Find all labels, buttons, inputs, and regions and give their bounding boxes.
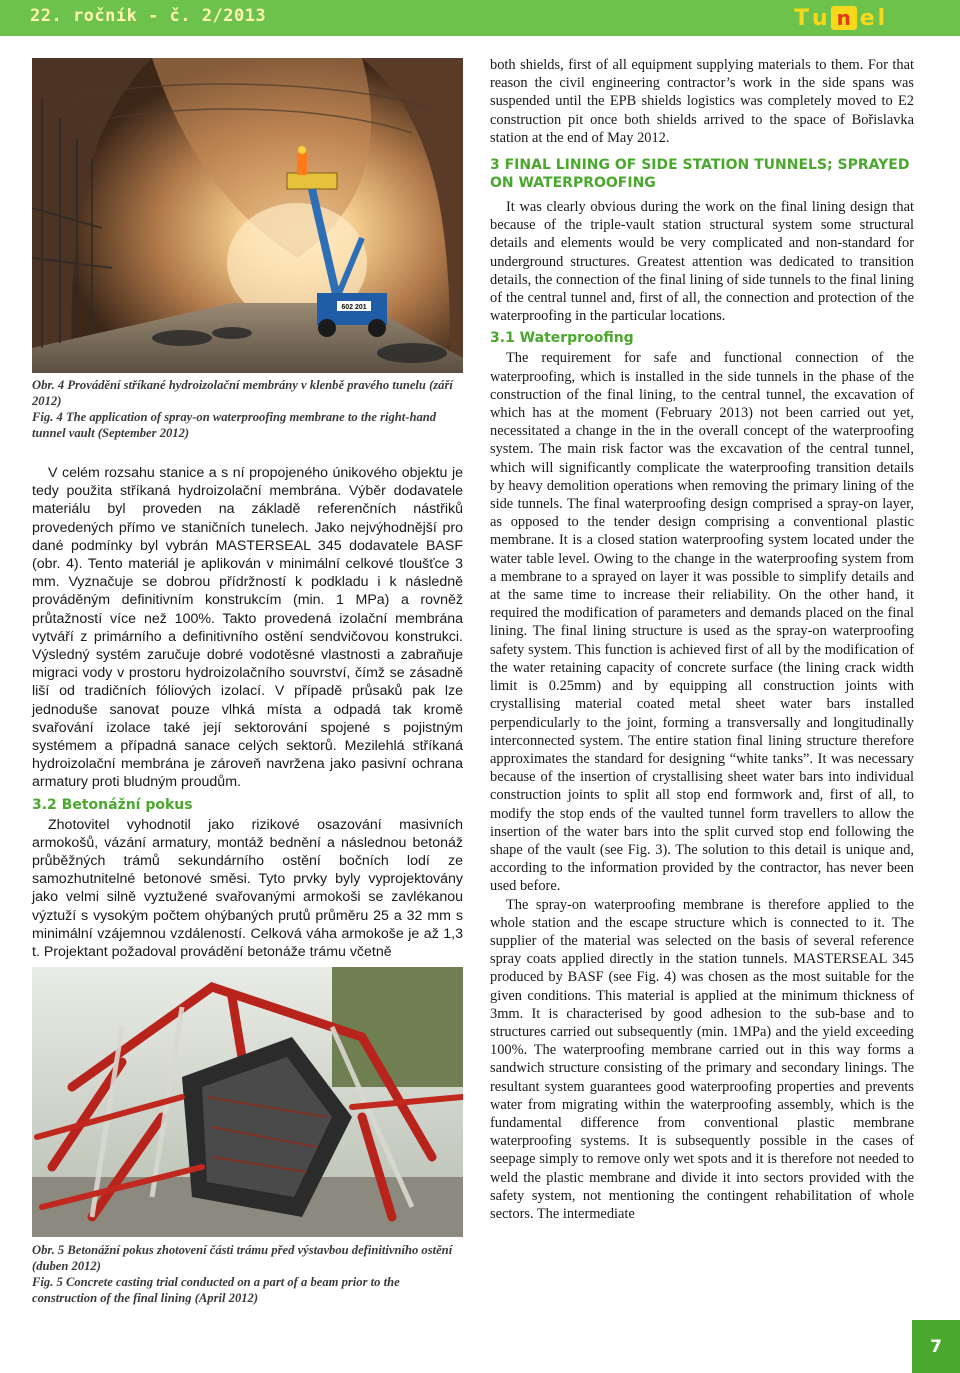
logo-letter-l: l	[877, 5, 886, 31]
issue-label: 22. ročník - č. 2/2013	[30, 6, 267, 26]
figure-4-photo	[32, 58, 463, 373]
formwork-image	[32, 967, 463, 1237]
right-paragraph-0: both shields, first of all equipment supplying materials to them. For that reason the civil engineering contractor’s work in the side spans was suspended until the EPB shields logistics was completely moved to E2 construction pit once both shields arrived to the space of Bořislavka station at the end of May 2012.	[490, 57, 914, 146]
figure-5-caption-en: Fig. 5 Concrete casting trial conducted on a part of a beam prior to the construction of the final lining (April 2012)	[32, 1275, 400, 1305]
tunel-logo	[794, 3, 885, 33]
heading-3-2: 3.2 Betonážní pokus	[32, 796, 193, 813]
left-paragraph-2: Zhotovitel vyhodnotil jako rizikové osazování masivních armokošů, vázání armatury, montáž bednění a následnou betonáž průběžných trámů sekundárního ostění bočních lodí ze samozhutnitelné betonové směsi. Tyto prvky byly vyprojektovány jako velmi silně vyztužené svařovanými armokoši se zavlékanou výztuží s vysokým počtem ohýbaných prutů průměru 25 a 32 mm s minimální vzájemnou vzdáleností. Celková váha armokoše je až 1,3 t. Projektant požadoval provádění betonáže trámu včetně	[32, 816, 463, 961]
figure-5-caption-cz: Obr. 5 Betonážní pokus zhotovení části trámu před výstavbou definitivního ostění (duben 2012)	[32, 1243, 453, 1273]
heading-3: 3 FINAL LINING OF SIDE STATION TUNNELS; SPRAYED ON WATERPROOFING	[490, 157, 910, 192]
logo-letter-e: e	[859, 5, 875, 31]
left-column	[32, 464, 463, 961]
logo-letter-t: T	[794, 5, 810, 31]
logo-letter-u: u	[812, 5, 828, 31]
vehicle-number-plate: 602 201	[341, 304, 367, 311]
figure-5-photo	[32, 967, 463, 1237]
tunnel-image	[32, 58, 463, 373]
right-paragraph-1: It was clearly obvious during the work on the final lining design that because of the triple-vault station structural system some structural details and elements would be very complicated and non-standard for underground structures. Greatest attention was dedicated to transition details, the connection of the final lining of side tunnels to the final lining of the central tunnel and, first of all, the connection and protection of the waterproofing in the particular locations.	[490, 199, 914, 325]
figure-5-caption	[32, 1242, 463, 1306]
right-paragraph-3: The spray-on waterproofing membrane is therefore applied to the whole station and the escape structure which is connected to it. The supplier of the material was selected on the basis of several reference spray coats applied directly in the station tunnels. MASTERSEAL 345 produced by BASF (see Fig. 4) was chosen as the most suitable for the given conditions. This material is applied at the minimum thickness of 3mm. It is characterised by good adhesion to the sub-base and to structures carried out subsequently (min. 1MPa) and the yield exceeding 100%. The waterproofing membrane carried out in this way forms a sandwich structure consisting of the primary and secondary linings. The resultant system guarantees good waterproofing properties and prevents water from migrating within the waterproofing assembly, which is the fundamental difference from conventional plastic membrane waterproofing systems. It is subsequently possible in the cases of seepage simply to remove only wet spots and it is therefore not needed to weld the plastic membrane and divide it into sectors provided with the safety system, not mentioning the contingent rehabilitation of whole sectors. The intermediate	[490, 896, 914, 1222]
right-column	[490, 56, 914, 1223]
logo-letter-n: n	[831, 6, 857, 30]
figure-4-caption-en: Fig. 4 The application of spray-on waterproofing membrane to the right-hand tunnel vault (September 2012)	[32, 410, 437, 440]
heading-3-1: 3.1 Waterproofing	[490, 330, 634, 347]
left-paragraph-1: V celém rozsahu stanice a s ní propojeného únikového objektu je tedy použita stříkaná hydroizolační membrána. Výběr dodavatele materiálu byl proveden na základě referenčních nástřiků provedených přímo ve staničních tunelech. Jako nejvýhodnější pro dané podmínky byl vybrán MASTERSEAL 345 dodavatele BASF (obr. 4). Tento materiál je aplikován v minimální celkové tloušťce 3 mm. Vyznačuje se dobrou přídržností k podkladu i k následně prováděným definitivním konstrukcím (min. 1 MPa) a rovněž průtažností více než 100%. Takto provedená izolační membrána vytváří z primárního a definitivního ostění sendvičovou konstrukci. Výsledný systém zaručuje dobré vodotěsné vlastnosti a zabraňuje migraci vody v prostoru hydroizolačního souvrství, čímž se zásadně liší od tradičních fóliových izolací. V případě průsaků pak lze jednoduše sanovat pouze vlhká místa a odpadá tak kromě svařování izolace také její sektorování spojené s pojistným systémem a případná sanace celých sektorů. Mezilehlá stříkaná hydroizolační membrána je zároveň navržena jako pasivní ochrana armatury proti bludným proudům.	[32, 465, 463, 791]
figure-4-caption	[32, 377, 463, 441]
right-paragraph-2: The requirement for safe and functional connection of the waterproofing, which is installed in the side tunnels in the phase of the construction of the final lining, to the central tunnel, the excavation of which has at the moment (February 2013) not been carried out yet, necessitated a change in the in the overall concept of the waterproofing system. The main risk factor was the excavation of the central tunnel, which will significantly complicate the waterproofing transition details by heavy demolition operations when removing the primary lining of the side tunnels. The final waterproofing design comprised a spray-on layer, as opposed to the tender design comprising a conventional plastic membrane. It is a closed station waterproofing system located under the water table level. Owing to the change in the waterproofing system from a membrane to a sprayed on layer it was possible to simplify details and at the same time to increase their reliability. On the other hand, it required the modification of parameters and demands placed on the final lining. The final lining structure is used as the spray-on waterproofing safety system. This function is achieved first of all by the modification of the water retaining capacity of concrete surface (the lining crack width limit is 0.25mm) and by equipping all construction joints with crystallising material coated metal sheet water bars installed perpendicularly to the joint, forming a transversally and longitudinally interconnected system. The entire station final lining structure therefore approximates the standard for designing “white tanks”. It was necessary because of the insertion of crystallising sheet water bars into individual construction joints to split all stop end formwork and, first of all, to modify the stop ends of the vaulted tunnel form travellers to allow the insertion of the water bars into the split curved stop end following the shape of the vault (see Fig. 3). The solution to this detail is unique and, according to the information provided by the contractor, has never been used before.	[490, 350, 914, 895]
figure-4-caption-cz: Obr. 4 Provádění stříkané hydroizolační membrány v klenbě pravého tunelu (září 2012)	[32, 378, 453, 408]
header-bar	[0, 0, 960, 36]
page-number: 7	[912, 1320, 960, 1373]
